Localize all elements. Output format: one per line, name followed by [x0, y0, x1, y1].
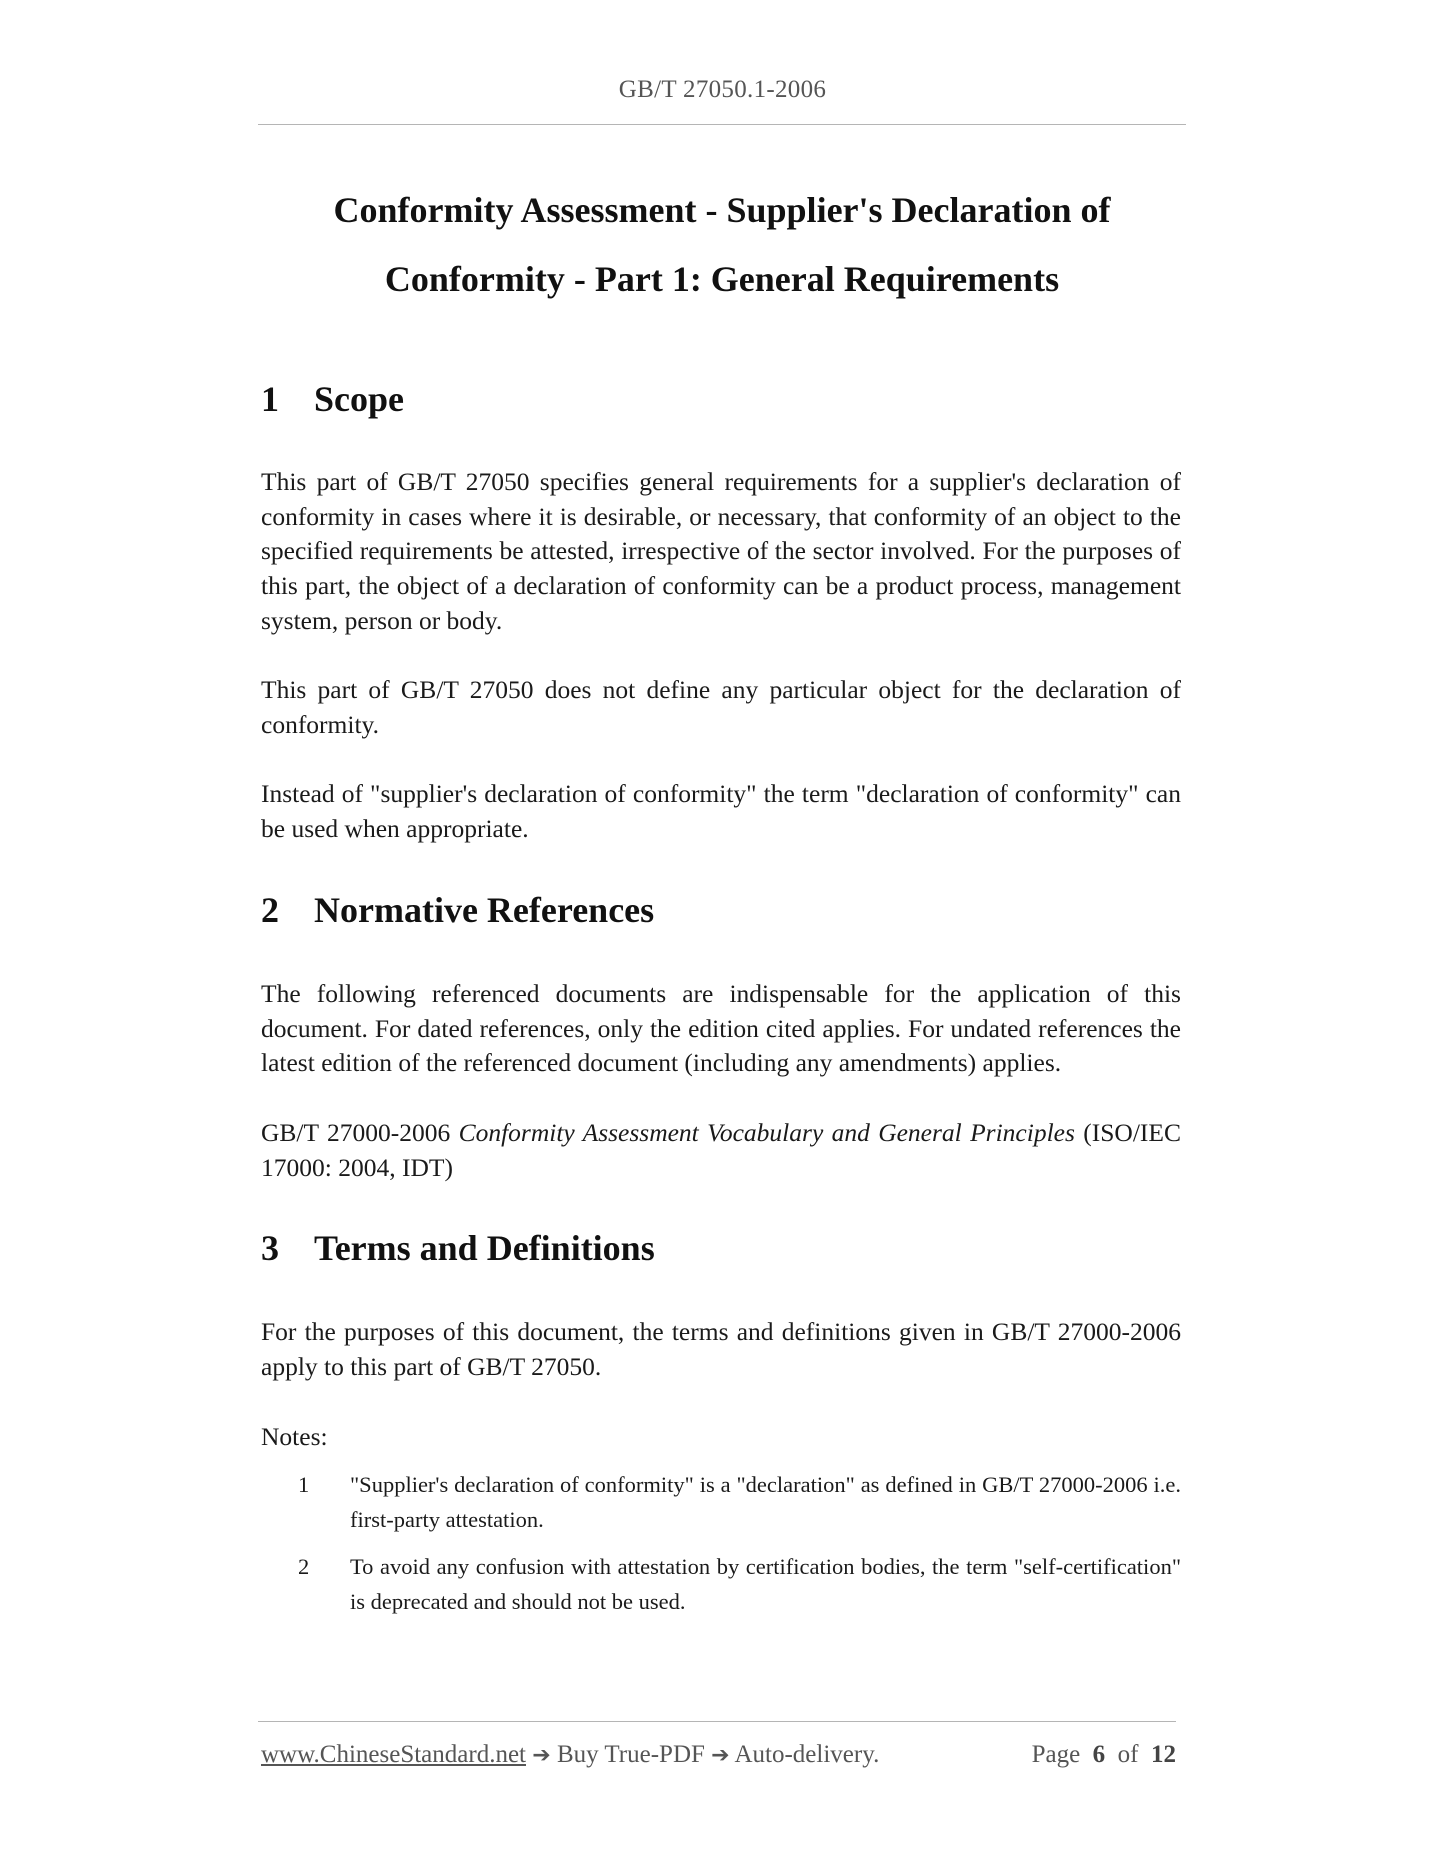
running-header: GB/T 27050.1-2006 [618, 76, 827, 103]
terms-paragraph: For the purposes of this document, the terms and definitions given in GB/T 27000-2006 apply to this part of GB/T 27050. [261, 1317, 1181, 1381]
arrow-right-icon: ➔ [711, 1743, 730, 1768]
total-pages-number: 12 [1151, 1741, 1176, 1768]
header-divider [258, 124, 1186, 125]
buy-true-pdf-text: Buy True-PDF [556, 1741, 705, 1768]
title-line-1: Conformity Assessment - Supplier's Declaration of [333, 190, 1111, 230]
scope-paragraph-3: Instead of "supplier's declaration of conformity" the term "declaration of conformity" can be used when appropriate. [261, 779, 1181, 843]
reference-suffix: (ISO/IEC 17000: 2004, IDT) [261, 1118, 1181, 1182]
section-number: 2 [261, 890, 279, 930]
page-footer [261, 1741, 1176, 1769]
section-heading-terms-definitions [261, 1227, 655, 1269]
document-title [258, 176, 1186, 314]
section-heading-scope [261, 378, 404, 420]
note-item [298, 1468, 1181, 1537]
note-number: 1 [298, 1472, 310, 1497]
page-label: Page [1031, 1741, 1081, 1768]
page-number-indicator [1032, 1741, 1176, 1769]
note-text: "Supplier's declaration of conformity" is a "declaration" as defined in GB/T 27000-2006 i.e. first-party attestation. [350, 1472, 1181, 1532]
current-page-number: 6 [1092, 1741, 1106, 1768]
section-title: Scope [314, 379, 404, 419]
note-item [298, 1550, 1181, 1619]
arrow-right-icon: ➔ [532, 1743, 551, 1768]
reference-entry [261, 1116, 1181, 1185]
scope-paragraph-2: This part of GB/T 27050 does not define any particular object for the declaration of conformity. [261, 675, 1181, 739]
scope-paragraph-1: This part of GB/T 27050 specifies general requirements for a supplier's declaration of conformity in cases where it is desirable, or necessary, that conformity of an object to the specified requirements be attested, irrespective of the sector involved. For the purposes of this part, the object of a declaration of conformity can be a product process, management system, person or body. [261, 467, 1181, 635]
reference-code: GB/T 27000-2006 [261, 1118, 451, 1147]
section-number: 3 [261, 1228, 279, 1268]
note-number: 2 [298, 1554, 310, 1579]
title-line-2: Conformity - Part 1: General Requirements [384, 259, 1060, 299]
chinesestandard-link[interactable]: www.ChineseStandard.net [261, 1741, 526, 1768]
note-text: To avoid any confusion with attestation by certification bodies, the term "self-certification" is deprecated and should not be used. [350, 1554, 1181, 1614]
section-title: Terms and Definitions [314, 1228, 655, 1268]
section-number: 1 [261, 379, 279, 419]
reference-title: Conformity Assessment Vocabulary and General Principles [458, 1118, 1075, 1147]
notes-label: Notes: [261, 1422, 328, 1451]
section-heading-normative-references [261, 889, 654, 931]
section-title: Normative References [314, 890, 655, 930]
references-paragraph: The following referenced documents are indispensable for the application of this document. For dated references, only the edition cited applies. For undated references the latest edition of the referenced document (including any amendments) applies. [261, 979, 1181, 1078]
auto-delivery-text: Auto-delivery. [734, 1741, 880, 1768]
footer-divider [258, 1721, 1176, 1722]
page-of-label: of [1117, 1741, 1139, 1768]
